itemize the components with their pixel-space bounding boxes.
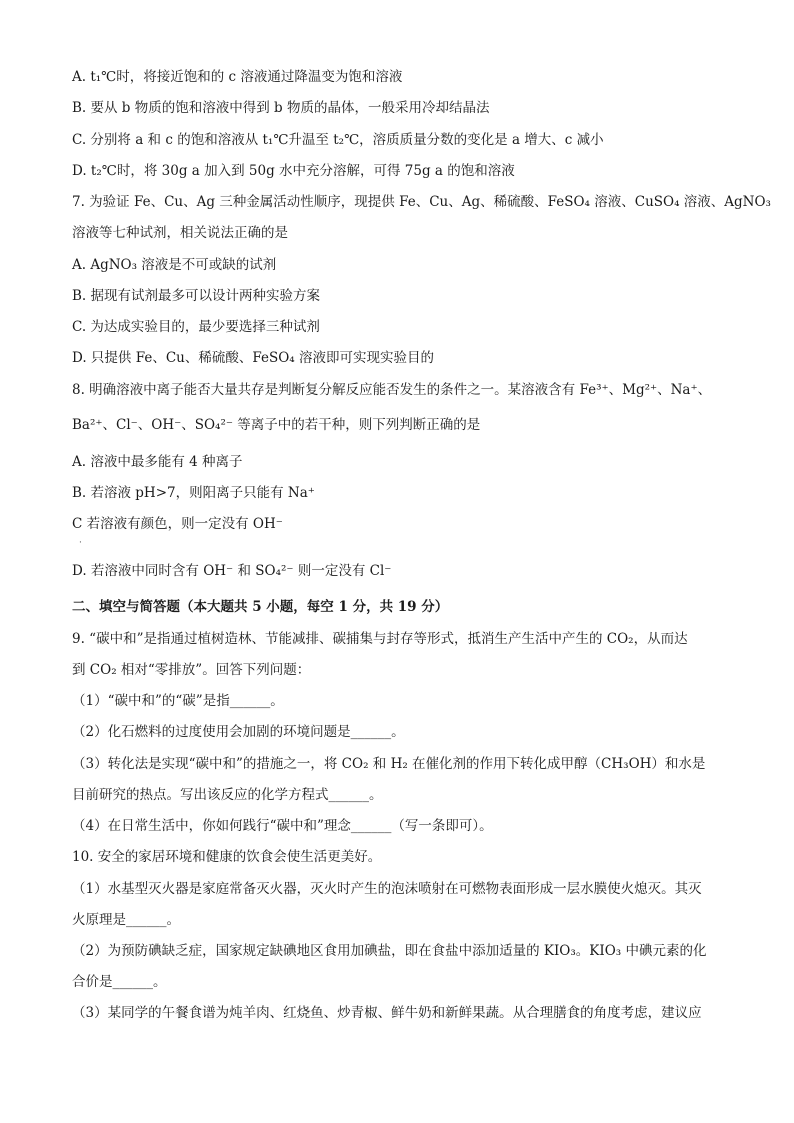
question-line: 溶液等七种试剂，相关说法正确的是 xyxy=(72,225,288,241)
stray-dot-mark: · xyxy=(79,538,82,548)
question-line: 7. 为验证 Fe、Cu、Ag 三种金属活动性顺序，现提供 Fe、Cu、Ag、稀硫酸、FeSO₄ 溶液、CuSO₄ 溶液、AgNO₃ xyxy=(72,194,771,210)
question-line: （3）转化法是实现“碳中和”的措施之一，将 CO₂ 和 H₂ 在催化剂的作用下转化成甲醇（CH₃OH）和水是 xyxy=(72,756,706,772)
question-line: （2）为预防碘缺乏症，国家规定缺碘地区食用加碘盐，即在食盐中添加适量的 KIO₃。KIO₃ 中碘元素的化 xyxy=(72,943,707,959)
question-line: B. 若溶液 pH>7，则阳离子只能有 Na⁺ xyxy=(72,485,315,501)
question-line: C. 为达成实验目的，最少要选择三种试剂 xyxy=(72,319,320,335)
question-line: D. 若溶液中同时含有 OH⁻ 和 SO₄²⁻ 则一定没有 Cl⁻ xyxy=(72,563,392,579)
question-line: A. 溶液中最多能有 4 种离子 xyxy=(72,454,243,470)
question-line: （3）某同学的午餐食谱为炖羊肉、红烧鱼、炒青椒、鲜牛奶和新鲜果蔬。从合理膳食的角度考虑，建议应 xyxy=(72,1005,702,1021)
question-line: 目前研究的热点。写出该反应的化学方程式______。 xyxy=(72,787,383,803)
question-line: 10. 安全的家居环境和健康的饮食会使生活更美好。 xyxy=(72,849,382,865)
question-line: 火原理是______。 xyxy=(72,912,180,928)
question-line: （2）化石燃料的过度使用会加剧的环境问题是______。 xyxy=(72,724,405,740)
question-line: 到 CO₂ 相对“零排放”。回答下列问题： xyxy=(72,662,311,678)
question-line: Ba²⁺、Cl⁻、OH⁻、SO₄²⁻ 等离子中的若干种，则下列判断正确的是 xyxy=(72,417,481,433)
question-line: C. 分别将 a 和 c 的饱和溶液从 t₁℃升温至 t₂℃，溶质质量分数的变化是 a 增大、c 减小 xyxy=(72,132,604,148)
question-line: 合价是______。 xyxy=(72,974,167,990)
question-line: D. 只提供 Fe、Cu、稀硫酸、FeSO₄ 溶液即可实现实验目的 xyxy=(72,350,434,366)
question-line: A. AgNO₃ 溶液是不可或缺的试剂 xyxy=(72,257,277,273)
question-line: C 若溶液有颜色，则一定没有 OH⁻ xyxy=(72,516,283,532)
question-line: B. 据现有试剂最多可以设计两种实验方案 xyxy=(72,288,321,304)
question-line: （1）水基型灭火器是家庭常备灭火器，灭火时产生的泡沫喷射在可燃物表面形成一层水膜使火熄灭。其灭 xyxy=(72,881,702,897)
question-line: 8. 明确溶液中离子能否大量共存是判断复分解反应能否发生的条件之一。某溶液含有 Fe³⁺、Mg²⁺、Na⁺、 xyxy=(72,382,712,398)
section-heading: 二、填空与简答题（本大题共 5 小题，每空 1 分，共 19 分） xyxy=(72,599,449,615)
question-line: D. t₂℃时，将 30g a 加入到 50g 水中充分溶解，可得 75g a 的饱和溶液 xyxy=(72,163,515,179)
question-line: A. t₁℃时，将接近饱和的 c 溶液通过降温变为饱和溶液 xyxy=(72,69,403,85)
question-line: （4）在日常生活中，你如何践行“碳中和”理念______（写一条即可）。 xyxy=(72,818,493,834)
question-line: （1）“碳中和”的“碳”是指______。 xyxy=(72,693,284,709)
question-line: B. 要从 b 物质的饱和溶液中得到 b 物质的晶体，一般采用冷却结晶法 xyxy=(72,100,490,116)
question-line: 9. “碳中和”是指通过植树造林、节能减排、碳捕集与封存等形式，抵消生产生活中产生的 CO₂，从而达 xyxy=(72,631,688,647)
